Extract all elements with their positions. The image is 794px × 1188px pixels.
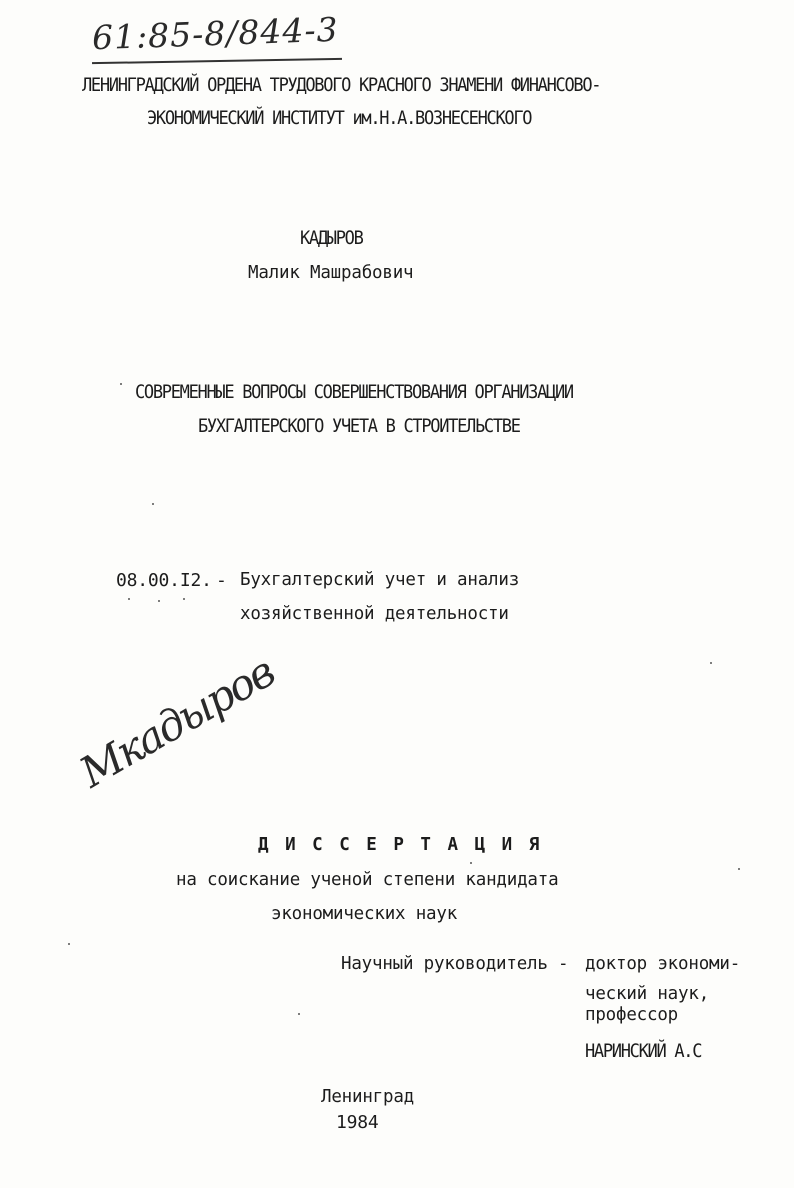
scan-speck: [710, 662, 712, 664]
archive-code-underline: [92, 58, 342, 64]
dissertation-title-line-1: СОВРЕМЕННЫЕ ВОПРОСЫ СОВЕРШЕНСТВОВАНИЯ ОРГАНИЗАЦИИ: [135, 381, 573, 404]
dissertation-degree-line-1: на соискание ученой степени кандидата: [176, 870, 559, 890]
dissertation-degree-line-2: экономических наук: [271, 904, 458, 924]
supervisor-name: НАРИНСКИЙ А.С: [585, 1040, 702, 1063]
scan-speck: [128, 598, 130, 600]
scan-speck: [738, 868, 740, 870]
dissertation-title-line-2: БУХГАЛТЕРСКОГО УЧЕТА В СТРОИТЕЛЬСТВЕ: [198, 415, 520, 438]
scan-speck: [298, 1013, 300, 1015]
scan-speck: [68, 943, 70, 945]
author-surname: КАДЫРОВ: [300, 227, 363, 250]
dissertation-heading: Д И С С Е Р Т А Ц И Я: [258, 835, 543, 855]
supervisor-degree-line-1: доктор экономи-: [585, 954, 741, 974]
scan-speck: [152, 503, 154, 505]
supervisor-title: профессор: [585, 1005, 679, 1025]
author-name: Малик Машрабович: [248, 263, 414, 283]
institute-line-2: ЭКОНОМИЧЕСКИЙ ИНСТИТУТ им.Н.А.ВОЗНЕСЕНСКОГО: [147, 107, 532, 130]
scan-speck: [120, 383, 122, 385]
scan-speck: [158, 600, 160, 602]
place: Ленинград: [321, 1087, 415, 1107]
specialty-code: 08.00.I2.: [116, 570, 212, 591]
institute-line-1: ЛЕНИНГРАДСКИЙ ОРДЕНА ТРУДОВОГО КРАСНОГО ЗНАМЕНИ ФИНАНСОВО-: [82, 74, 601, 97]
scan-speck: [470, 862, 472, 864]
supervisor-degree-line-2: ческий наук,: [585, 984, 710, 1004]
scan-speck: [183, 598, 185, 600]
specialty-line-1: Бухгалтерский учет и анализ: [240, 570, 520, 590]
supervisor-role: Научный руководитель -: [341, 954, 569, 974]
specialty-dash: -: [216, 570, 227, 591]
archive-code: 61:85-8/844-3: [91, 9, 340, 58]
year: 1984: [336, 1112, 379, 1133]
specialty-line-2: хозяйственной деятельности: [240, 604, 509, 624]
handwritten-signature: Мкадыров: [71, 647, 282, 797]
